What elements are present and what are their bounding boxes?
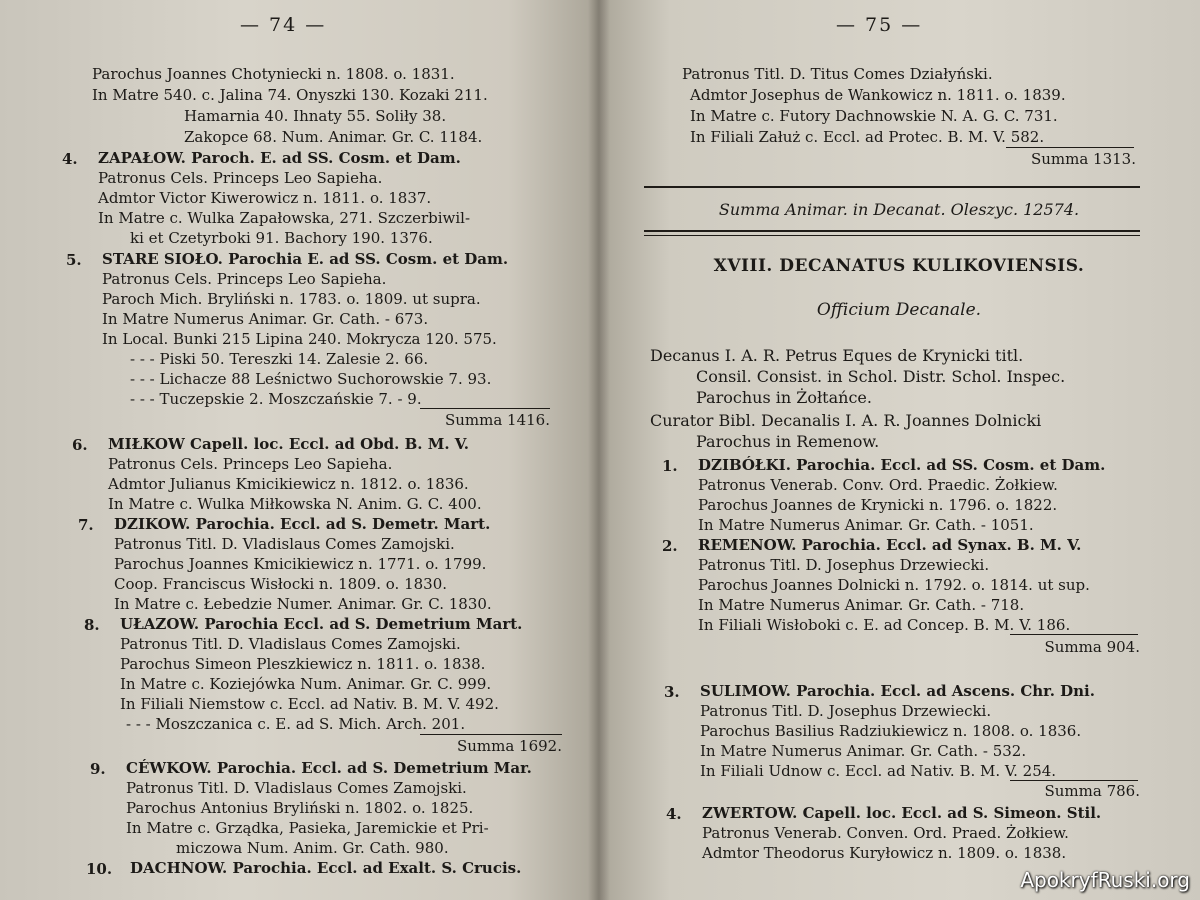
text-line: In Matre c. Grządka, Pasieka, Jaremickie et Pri- <box>126 819 489 837</box>
parish-name: DZIBÓŁKI. Parochia. Eccl. ad SS. Cosm. et Dam. <box>698 456 1106 474</box>
summa: Summa 1313. <box>1030 150 1136 168</box>
text-line: In Matre 540. c. Jalina 74. Onyszki 130. Kozaki 211. <box>92 86 488 104</box>
entry-number: 10. <box>86 860 113 878</box>
text-line: In Filiali Wisłoboki c. E. ad Concep. B. M. V. 186. <box>698 616 1071 634</box>
text-line: In Matre c. Futory Dachnowskie N. A. G. C. 731. <box>690 107 1058 125</box>
text-line: - - - Tuczepskie 2. Moszczańskie 7. - 9. <box>130 390 422 408</box>
text-line: Admtor Victor Kiwerowicz n. 1811. o. 1837. <box>98 189 432 207</box>
entry-number: 6. <box>72 436 88 454</box>
text-line: - - - Lichacze 88 Leśnictwo Suchorowskie 7. 93. <box>130 370 492 388</box>
parish-name: UŁAZOW. Parochia Eccl. ad S. Demetrium Mart. <box>120 615 523 633</box>
left-page <box>0 0 598 900</box>
parish-name: REMENOW. Parochia. Eccl. ad Synax. B. M. V. <box>698 536 1082 554</box>
entry-number: 4. <box>62 150 78 168</box>
sum-rule <box>1010 634 1138 635</box>
text-line: Patronus Titl. D. Vladislaus Comes Zamojski. <box>114 535 455 553</box>
sum-rule <box>420 408 550 409</box>
summa: Summa 786. <box>1044 782 1140 800</box>
entry-number: 4. <box>666 805 682 823</box>
parish-name: CÉWKOW. Parochia. Eccl. ad S. Demetrium Mar. <box>126 759 532 777</box>
text-line: Parochus in Żołtańce. <box>696 388 872 407</box>
right-page <box>598 0 1200 900</box>
summa: Summa 1416. <box>444 411 550 429</box>
text-line: Patronus Venerab. Conv. Ord. Praedic. Żołkiew. <box>698 476 1058 494</box>
entry-number: 7. <box>78 516 94 534</box>
entry-number: 5. <box>66 251 82 269</box>
text-line: In Filiali Niemstow c. Eccl. ad Nativ. B. M. V. 492. <box>120 695 499 713</box>
text-line: Patronus Titl. D. Vladislaus Comes Zamojski. <box>120 635 461 653</box>
text-line: Patronus Venerab. Conven. Ord. Praed. Żołkiew. <box>702 824 1069 842</box>
text-line: Zakopce 68. Num. Animar. Gr. C. 1184. <box>184 128 483 146</box>
entry-number: 8. <box>84 616 100 634</box>
text-line: In Matre Numerus Animar. Gr. Cath. - 532. <box>700 742 1027 760</box>
text-line: - - - Moszczanica c. E. ad S. Mich. Arch. 201. <box>126 715 466 733</box>
text-line: Consil. Consist. in Schol. Distr. Schol. Inspec. <box>696 367 1066 386</box>
parish-name: MIŁKOW Capell. loc. Eccl. ad Obd. B. M. V. <box>108 435 470 453</box>
text-line: Parochus Joannes de Krynicki n. 1796. o. 1822. <box>698 496 1058 514</box>
entry-number: 3. <box>664 683 680 701</box>
text-line: In Matre c. Wulka Miłkowska N. Anim. G. C. 400. <box>108 495 482 513</box>
text-line: Patronus Titl. D. Titus Comes Działyński. <box>682 65 993 83</box>
parish-name: SULIMOW. Parochia. Eccl. ad Ascens. Chr. Dni. <box>700 682 1095 700</box>
summa: Summa 1692. <box>456 737 562 755</box>
double-rule-top <box>644 186 1140 188</box>
book-gutter <box>588 0 610 900</box>
decanat-total: Summa Animar. in Decanat. Oleszyc. 12574. <box>718 200 1080 219</box>
text-line: ki et Czetyrboki 91. Bachory 190. 1376. <box>130 229 433 247</box>
sum-rule <box>1006 147 1134 148</box>
text-line: Parochus Simeon Pleszkiewicz n. 1811. o. 1838. <box>120 655 486 673</box>
text-line: Parochus Joannes Chotyniecki n. 1808. o. 1831. <box>92 65 455 83</box>
text-line: In Matre Numerus Animar. Gr. Cath. - 718. <box>698 596 1025 614</box>
text-line: Admtor Theodorus Kuryłowicz n. 1809. o. 1838. <box>702 844 1067 862</box>
parish-name: ZAPAŁOW. Paroch. E. ad SS. Cosm. et Dam. <box>98 149 461 167</box>
double-rule-bottom <box>644 230 1140 232</box>
text-line: In Filiali Załuż c. Eccl. ad Protec. B. M. V. 582. <box>690 128 1045 146</box>
parish-name: DACHNOW. Parochia. Eccl. ad Exalt. S. Crucis. <box>130 859 522 877</box>
text-line: In Matre c. Wulka Zapałowska, 271. Szczerbiwil- <box>98 209 471 227</box>
text-line: Patronus Titl. D. Vladislaus Comes Zamojski. <box>126 779 467 797</box>
text-line: In Matre Numerus Animar. Gr. Cath. - 673. <box>102 310 429 328</box>
text-line: miczowa Num. Anim. Gr. Cath. 980. <box>176 839 449 857</box>
entry-number: 9. <box>90 760 106 778</box>
text-line: Coop. Franciscus Wisłocki n. 1809. o. 1830. <box>114 575 448 593</box>
text-line: Admtor Julianus Kmicikiewicz n. 1812. o. 1836. <box>108 475 469 493</box>
watermark: ApokryfRuski.org <box>1020 868 1190 892</box>
parish-name: DZIKOW. Parochia. Eccl. ad S. Demetr. Mart. <box>114 515 491 533</box>
text-line: In Matre c. Koziejówka Num. Animar. Gr. C. 999. <box>120 675 492 693</box>
text-line: Paroch Mich. Bryliński n. 1783. o. 1809. ut supra. <box>102 290 481 308</box>
parish-name: STARE SIOŁO. Parochia E. ad SS. Cosm. et Dam. <box>102 250 509 268</box>
page-number-right: — 75 — <box>836 14 923 36</box>
text-line: Parochus Joannes Dolnicki n. 1792. o. 1814. ut sup. <box>698 576 1090 594</box>
text-line: Curator Bibl. Decanalis I. A. R. Joannes Dolnicki <box>650 411 1042 430</box>
double-rule-bottom-thin <box>644 235 1140 236</box>
entry-number: 1. <box>662 457 678 475</box>
parish-name: ZWERTOW. Capell. loc. Eccl. ad S. Simeon. Stil. <box>702 804 1102 822</box>
text-line: In Matre c. Łebedzie Numer. Animar. Gr. C. 1830. <box>114 595 492 613</box>
section-subheading: Officium Decanale. <box>816 300 982 320</box>
text-line: Patronus Cels. Princeps Leo Sapieha. <box>102 270 387 288</box>
text-line: In Matre Numerus Animar. Gr. Cath. - 1051. <box>698 516 1034 534</box>
text-line: Patronus Titl. D. Josephus Drzewiecki. <box>700 702 992 720</box>
text-line: Hamarnia 40. Ihnaty 55. Soliły 38. <box>184 107 447 125</box>
text-line: Admtor Josephus de Wankowicz n. 1811. o. 1839. <box>690 86 1066 104</box>
text-line: Parochus in Remenow. <box>696 432 880 451</box>
text-line: Patronus Titl. D. Josephus Drzewiecki. <box>698 556 990 574</box>
text-line: Parochus Basilius Radziukiewicz n. 1808. o. 1836. <box>700 722 1082 740</box>
summa: Summa 904. <box>1044 638 1140 656</box>
text-line: Patronus Cels. Princeps Leo Sapieha. <box>108 455 393 473</box>
section-heading: XVIII. DECANATUS KULIKOVIENSIS. <box>713 256 1085 276</box>
entry-number: 2. <box>662 537 678 555</box>
page-number-left: — 74 — <box>240 14 327 36</box>
text-line: Parochus Antonius Bryliński n. 1802. o. 1825. <box>126 799 474 817</box>
text-line: - - - Piski 50. Tereszki 14. Zalesie 2. 66. <box>130 350 429 368</box>
text-line: Decanus I. A. R. Petrus Eques de Krynicki titl. <box>650 346 1024 365</box>
text-line: Parochus Joannes Kmicikiewicz n. 1771. o. 1799. <box>114 555 487 573</box>
sum-rule <box>420 734 562 735</box>
text-line: Patronus Cels. Princeps Leo Sapieha. <box>98 169 383 187</box>
text-line: In Local. Bunki 215 Lipina 240. Mokrycza 120. 575. <box>102 330 497 348</box>
text-line: In Filiali Udnow c. Eccl. ad Nativ. B. M. V. 254. <box>700 762 1057 780</box>
